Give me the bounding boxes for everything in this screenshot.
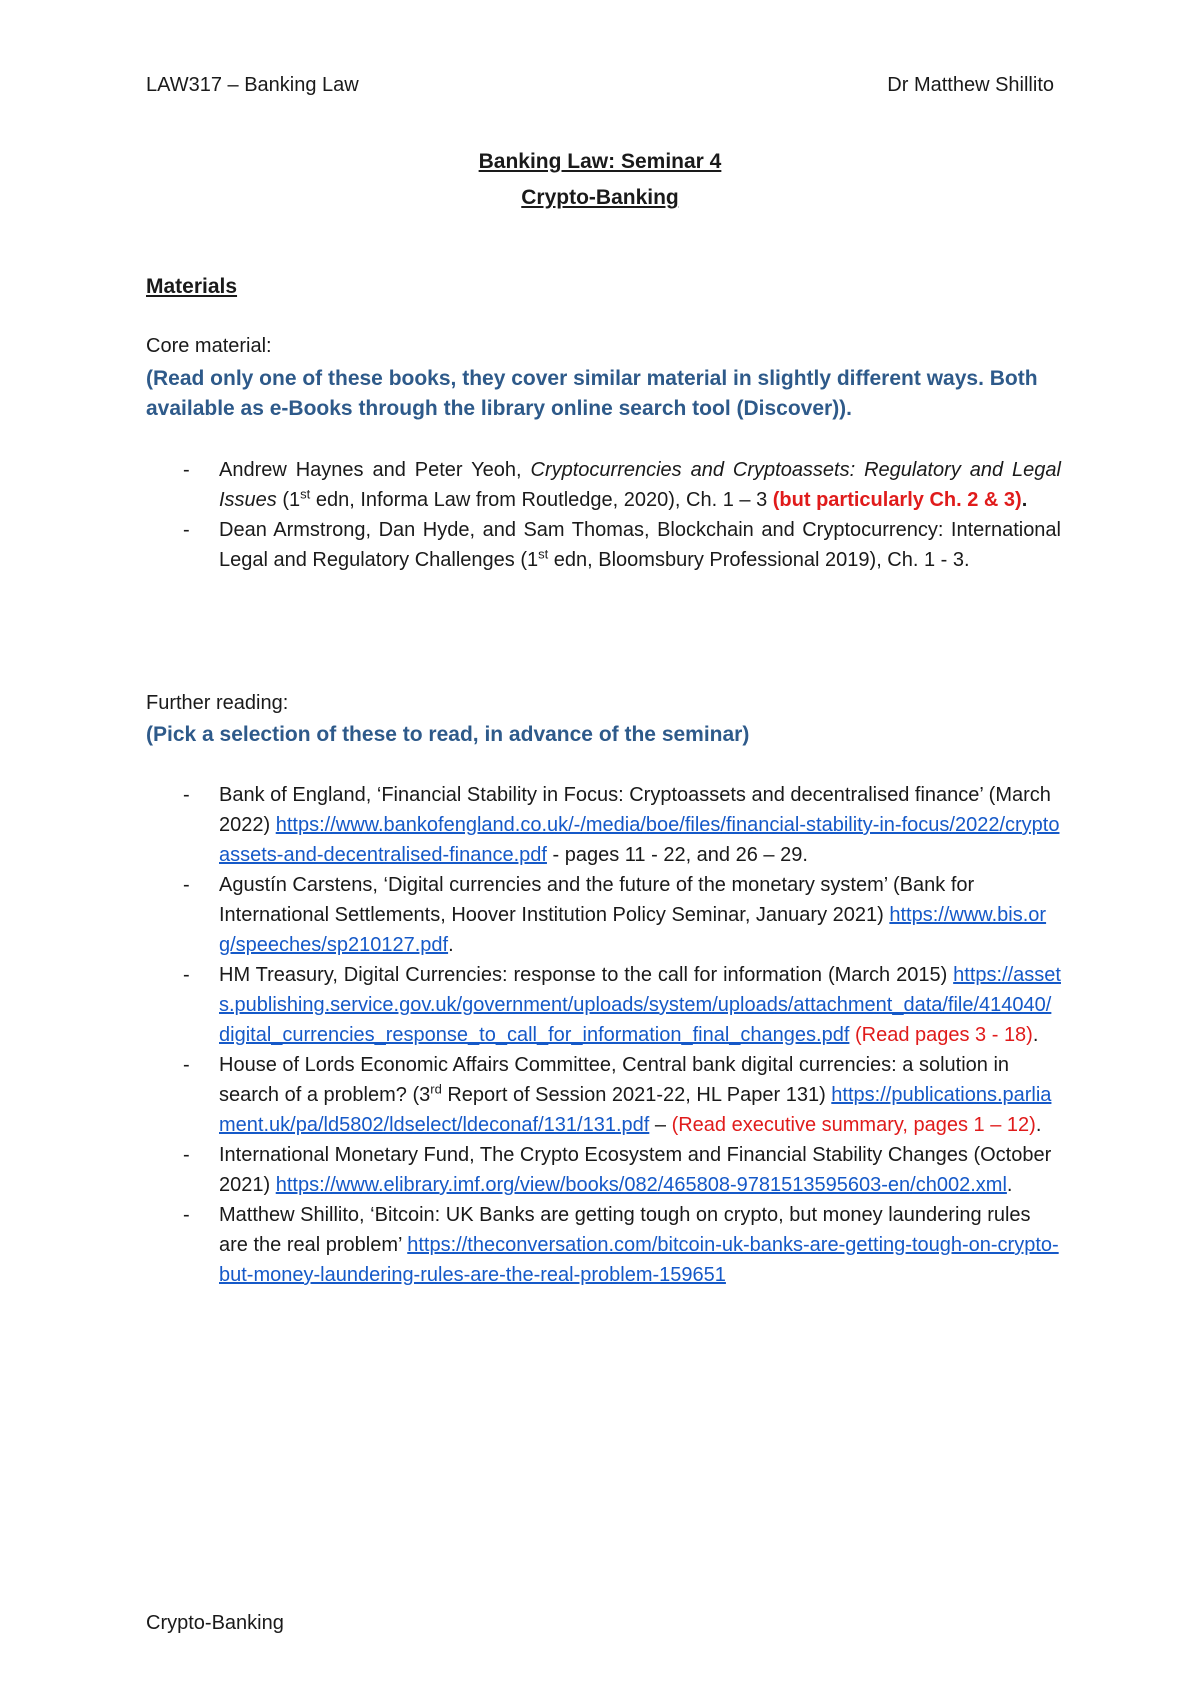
dash-bullet: - <box>183 874 190 896</box>
core-reading-list <box>146 455 1061 575</box>
core-material-label: Core material: <box>146 335 272 357</box>
dash-bullet: - <box>183 1204 190 1226</box>
bis-link[interactable]: https://www.bis.org/speeches/sp210127.pdf <box>219 904 1047 956</box>
document-title: Banking Law: Seminar 4 <box>478 150 722 173</box>
document-subtitle: Crypto-Banking <box>521 186 679 209</box>
book-title: Cryptocurrencies and Cryptoassets: Regulatory and Legal Issues <box>219 459 1061 511</box>
list-item: - Bank of England, ‘Financial Stability in Focus: Cryptoassets and decentralised finance’ (March 2022) https://www.bankofengland.co.uk/-/media/boe/files/financial-stability-in-focus/2022/cryptoassets-and-decentralised-finance.pdf - pages 11 - 22, and 26 – 29. <box>146 780 1061 870</box>
list-item: - International Monetary Fund, The Crypto Ecosystem and Financial Stability Changes (October 2021) https://www.elibrary.imf.org/view/books/082/465808-9781513595603-en/ch002.xml. <box>146 1140 1061 1200</box>
dash-bullet: - <box>183 1144 190 1166</box>
list-item: - Andrew Haynes and Peter Yeoh, Cryptocurrencies and Cryptoassets: Regulatory and Legal Issues (1st edn, Informa Law from Routledge, 2020), Ch. 1 – 3 (but particularly Ch. 2 & 3). <box>146 455 1061 515</box>
imf-link[interactable]: https://www.elibrary.imf.org/view/books/082/465808-9781513595603-en/ch002.xml <box>275 1174 1007 1196</box>
materials-heading: Materials <box>146 275 238 298</box>
dash-bullet: - <box>183 784 190 806</box>
list-item: - Agustín Carstens, ‘Digital currencies and the future of the monetary system’ (Bank for International Settlements, Hoover Institution Policy Seminar, January 2021) https://www.bis.org/speeches/sp210127.pdf. <box>146 870 1061 960</box>
list-item: - Dean Armstrong, Dan Hyde, and Sam Thomas, Blockchain and Cryptocurrency: International Legal and Regulatory Challenges (1st edn, Bloomsbury Professional 2019), Ch. 1 - 3. <box>146 515 1061 575</box>
list-item: - Matthew Shillito, ‘Bitcoin: UK Banks are getting tough on crypto, but money laundering rules are the real problem’ https://theconversation.com/bitcoin-uk-banks-are-getting-tough-on-crypto-but-money-laundering-rules-are-the-real-problem-159651 <box>146 1200 1061 1290</box>
boe-link[interactable]: https://www.bankofengland.co.uk/-/media/boe/files/financial-stability-in-focus/2022/cryptoassets-and-decentralised-finance.pdf <box>219 814 1060 866</box>
hm-treasury-link[interactable]: https://assets.publishing.service.gov.uk/government/uploads/system/uploads/attachment_data/file/414040/digital_currencies_response_to_call_for_information_final_changes.pdf <box>219 964 1061 1046</box>
core-material-note: (Read only one of these books, they cover similar material in slightly different ways. Both available as e-Books through the library online search tool (Discover)). <box>146 367 1038 420</box>
parliament-link[interactable]: https://publications.parliament.uk/pa/ld5802/ldselect/ldeconaf/131/131.pdf <box>219 1084 1052 1136</box>
course-code: LAW317 – Banking Law <box>146 74 359 96</box>
conversation-link[interactable]: https://theconversation.com/bitcoin-uk-banks-are-getting-tough-on-crypto-but-money-laundering-rules-are-the-real-problem-159651 <box>219 1234 1059 1286</box>
page-footer: Crypto-Banking <box>146 1612 284 1634</box>
dash-bullet: - <box>183 459 190 481</box>
further-reading-note: (Pick a selection of these to read, in advance of the seminar) <box>146 723 750 746</box>
list-item: - HM Treasury, Digital Currencies: response to the call for information (March 2015) https://assets.publishing.service.gov.uk/government/uploads/system/uploads/attachment_data/file/414040/digital_currencies_response_to_call_for_information_final_changes.pdf (Read pages 3 - 18). <box>146 960 1061 1050</box>
further-reading-label: Further reading: <box>146 692 289 714</box>
author-name: Dr Matthew Shillito <box>887 74 1054 96</box>
dash-bullet: - <box>183 964 190 986</box>
further-reading-list <box>146 780 1061 1290</box>
dash-bullet: - <box>183 1054 190 1076</box>
reading-highlight: (but particularly Ch. 2 & 3) <box>772 489 1022 511</box>
list-item: - House of Lords Economic Affairs Committee, Central bank digital currencies: a solution in search of a problem? (3rd Report of Session 2021-22, HL Paper 131) https://publications.parliament.uk/pa/ld5802/ldselect/ldeconaf/131/131.pdf – (Read executive summary, pages 1 – 12). <box>146 1050 1061 1140</box>
dash-bullet: - <box>183 519 190 541</box>
